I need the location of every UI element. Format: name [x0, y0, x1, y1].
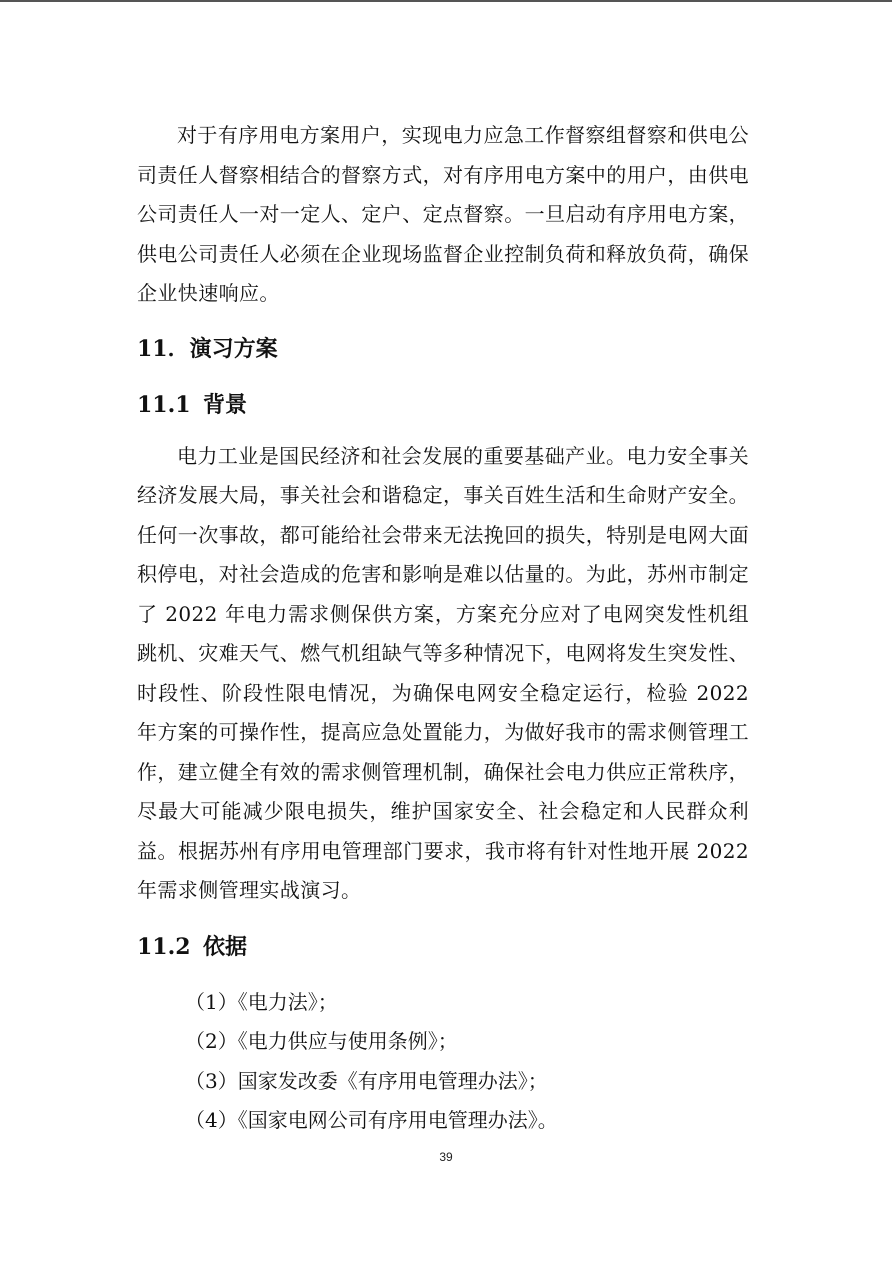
section-number-11-1: 11.1	[137, 391, 191, 418]
section-title-background: 背景	[203, 391, 248, 418]
section-heading-11: 11．演习方案	[137, 335, 278, 362]
reference-item: （1）《电力法》；	[185, 989, 338, 1014]
section-heading-11-2	[137, 927, 749, 967]
document-page-body	[137, 116, 749, 1141]
paragraph-supervision: 对于有序用电方案用户，实现电力应急工作督察组督察和供电公司责任人督察相结合的督察方式，对有序用电方案中的用户，由供电公司责任人一对一定人、定户、定点督察。一旦启动有序用电方案，供电公司责任人必须在企业现场监督企业控制负荷和释放负荷，确保企业快速响应。	[137, 123, 749, 305]
section-number-11-2: 11.2	[137, 933, 191, 960]
paragraph-background: 电力工业是国民经济和社会发展的重要基础产业。电力安全事关经济发展大局，事关社会和谐稳定，事关百姓生活和生命财产安全。任何一次事故，都可能给社会带来无法挽回的损失，特别是电网大面积停电，对社会造成的危害和影响是难以估量的。为此，苏州市制定了 2022 年电力需求侧保供方案，方案充分应对了电网突发性机组跳机、灾难天气、燃气机组缺气等多种情况下，电网将发生突发性、时段性、阶段性限电情况，为确保电网安全稳定运行，检验 2022 年方案的可操作性，提高应急处置能力，为做好我市的需求侧管理工作，建立健全有效的需求侧管理机制，确保社会电力供应正常秩序，尽最大可能减少限电损失，维护国家安全、社会稳定和人民群众利益。根据苏州有序用电管理部门要求，我市将有针对性地开展 2022 年需求侧管理实战演习。	[137, 443, 749, 902]
section-heading-11-1	[137, 385, 749, 425]
page-number: 39	[439, 1150, 453, 1164]
reference-list	[137, 983, 749, 1141]
reference-item: （4）《国家电网公司有序用电管理办法》。	[185, 1108, 558, 1132]
section-title-basis: 依据	[203, 933, 248, 960]
top-border-line	[0, 0, 892, 2]
reference-item: （2）《电力供应与使用条例》；	[185, 1029, 458, 1053]
reference-item: （3）国家发改委《有序用电管理办法》；	[185, 1068, 548, 1093]
